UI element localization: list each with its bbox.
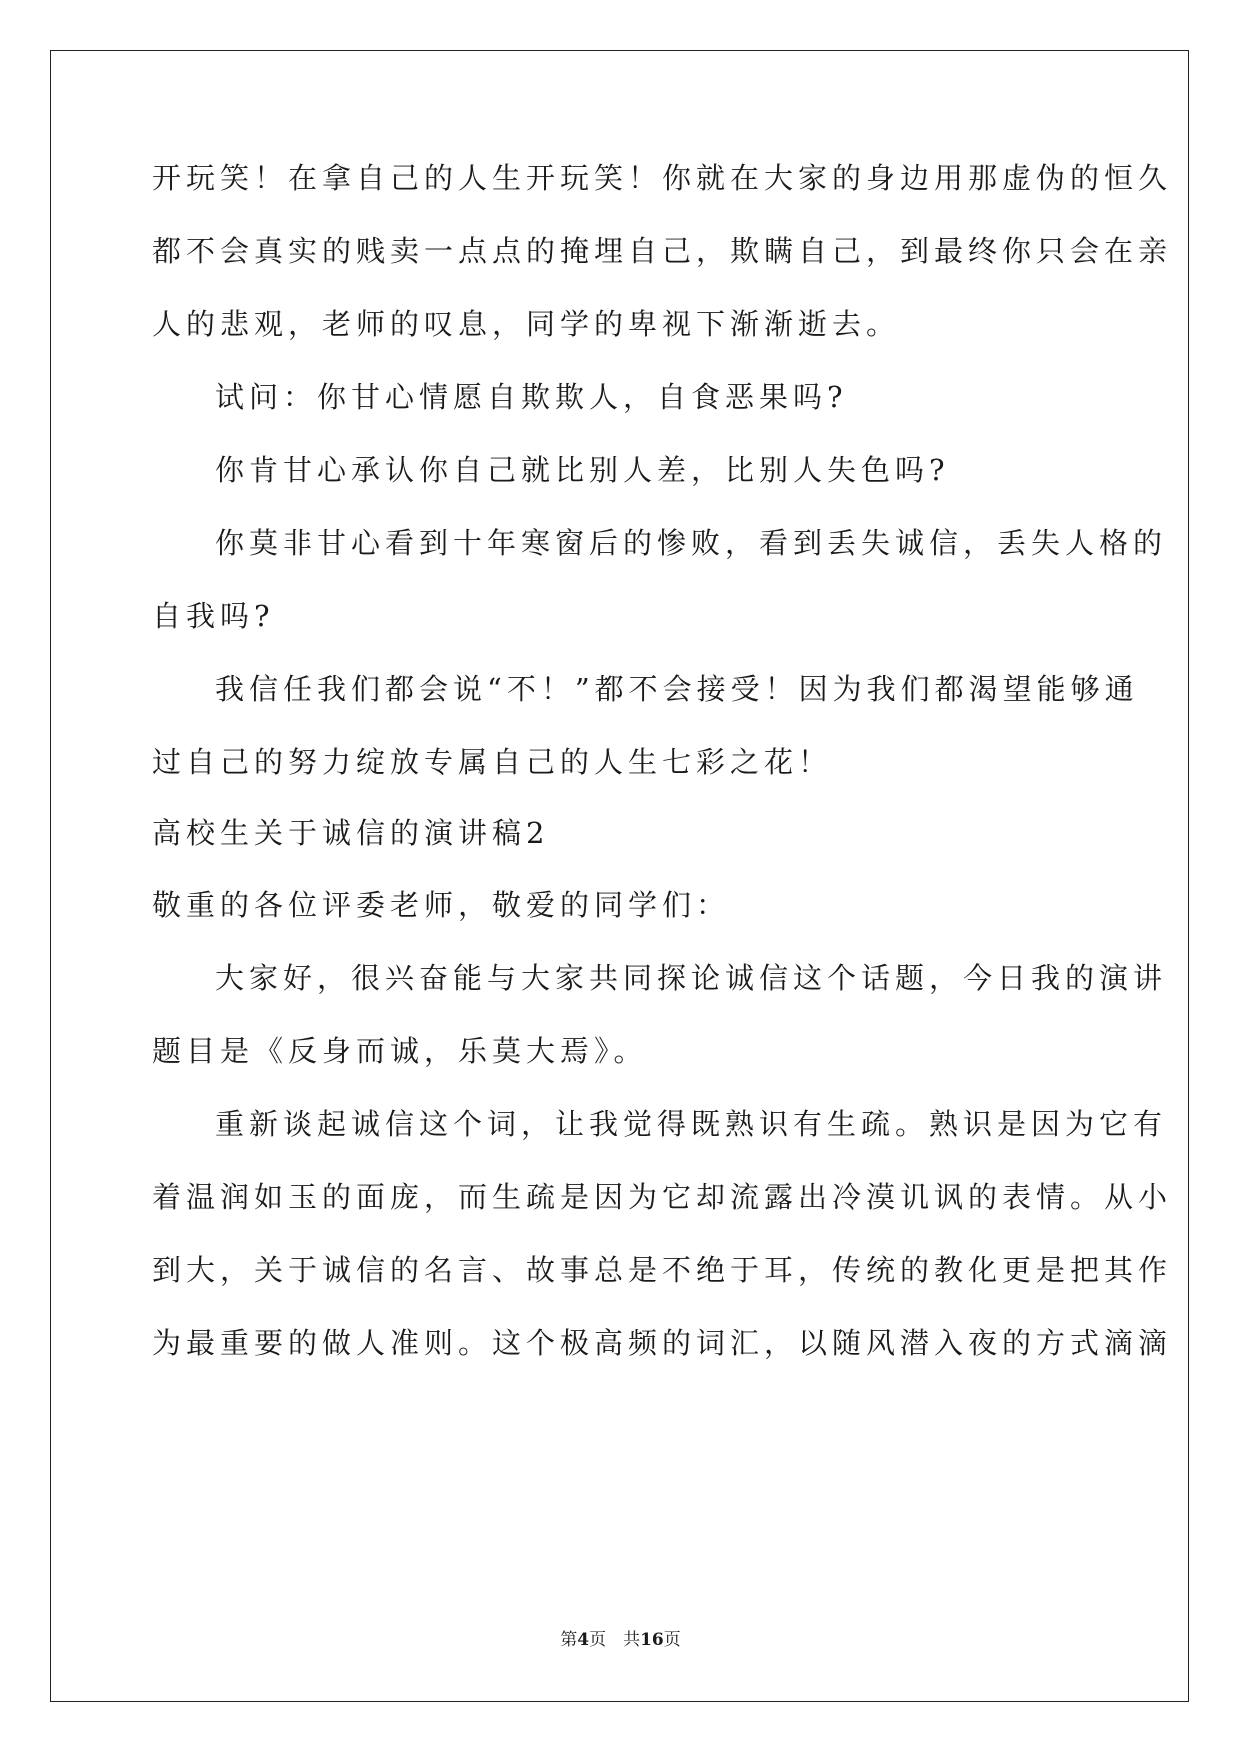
text-line-4: 试问：你甘心情愿自欺欺人，自食恶果吗?: [215, 380, 848, 414]
text-line-16: 到大，关于诚信的名言、故事总是不绝于耳，传统的教化更是把其作: [152, 1253, 1173, 1287]
text-line-12: 大家好，很兴奋能与大家共同探论诚信这个话题，今日我的演讲: [215, 961, 1168, 995]
text-line-1: 开玩笑！在拿自己的人生开玩笑！你就在大家的身边用那虚伪的恒久: [152, 161, 1173, 195]
footer-suffix: 页: [663, 1630, 681, 1650]
footer-mid: 页 共: [589, 1630, 641, 1650]
text-line-13: 题目是《反身而诚，乐莫大焉》。: [152, 1034, 648, 1068]
total-pages: 16: [640, 1630, 664, 1650]
page-footer: [0, 1625, 1241, 1650]
page-number: 4: [577, 1630, 590, 1650]
text-line-9: 过自己的努力绽放专属自己的人生七彩之花！: [152, 745, 833, 779]
section-heading: 高校生关于诚信的演讲稿2: [152, 816, 550, 850]
text-line-17: 为最重要的做人准则。这个极高频的词汇，以随风潜入夜的方式滴滴: [152, 1326, 1173, 1360]
text-line-6: 你莫非甘心看到十年寒窗后的惨败，看到丢失诚信，丢失人格的: [215, 526, 1168, 560]
salutation: 敬重的各位评委老师，敬爱的同学们：: [152, 888, 731, 922]
text-line-14: 重新谈起诚信这个词，让我觉得既熟识有生疏。熟识是因为它有: [215, 1107, 1168, 1141]
footer-prefix: 第: [560, 1630, 578, 1650]
text-line-5: 你肯甘心承认你自己就比别人差，比别人失色吗?: [215, 453, 950, 487]
text-line-8: 我信任我们都会说“不！”都不会接受！因为我们都渴望能够通: [215, 672, 1139, 706]
text-line-7: 自我吗?: [152, 599, 275, 633]
text-line-2: 都不会真实的贱卖一点点的掩埋自己，欺瞒自己，到最终你只会在亲: [152, 234, 1173, 268]
text-line-3: 人的悲观，老师的叹息，同学的卑视下渐渐逝去。: [152, 307, 901, 341]
text-line-15: 着温润如玉的面庞，而生疏是因为它却流露出冷漠讥讽的表情。从小: [152, 1180, 1173, 1214]
page-border: [50, 50, 1189, 1702]
